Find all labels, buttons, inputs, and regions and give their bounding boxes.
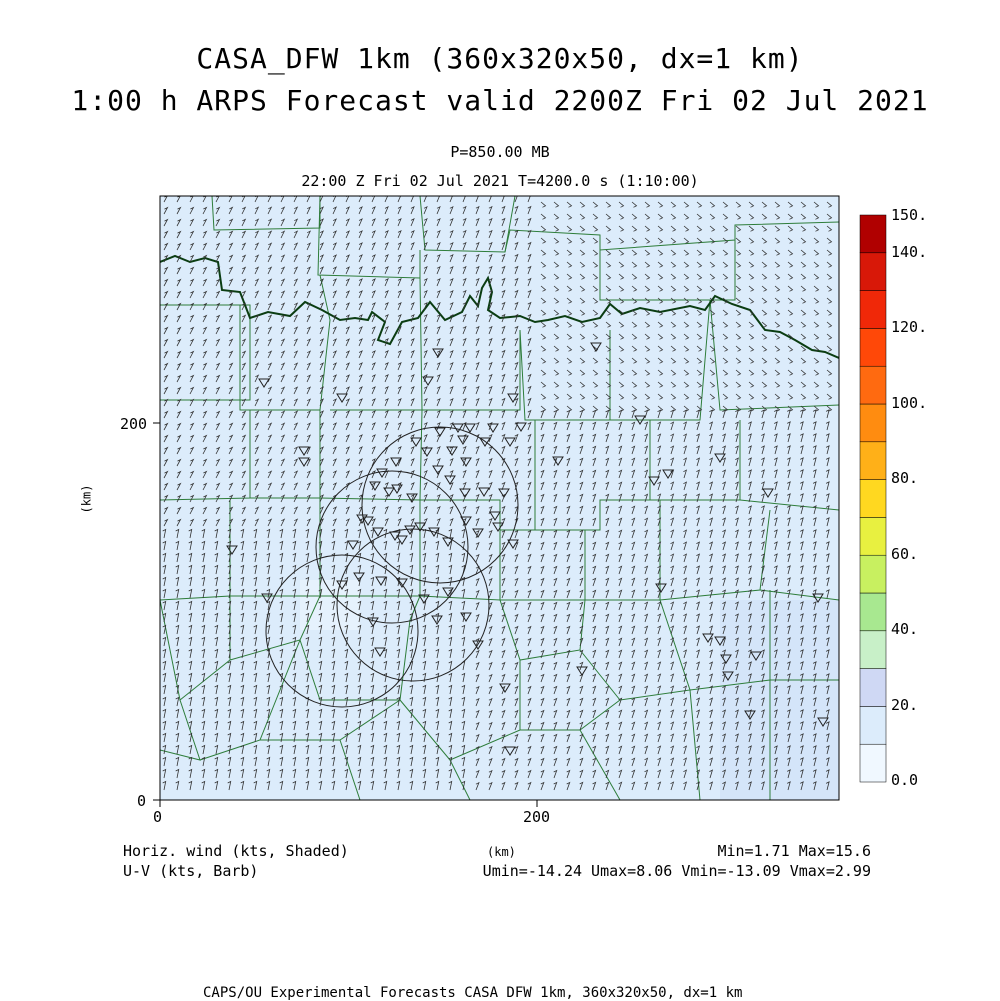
color-scale-swatch — [860, 593, 886, 631]
color-scale — [860, 215, 886, 782]
y-tick-200: 200 — [120, 415, 148, 433]
color-scale-label: 60. — [891, 545, 919, 563]
title-line-2: 1:00 h ARPS Forecast valid 2200Z Fri 02 Jul 2021 — [71, 84, 929, 117]
color-scale-label: 150. — [891, 206, 928, 224]
color-scale-swatch — [860, 744, 886, 782]
color-scale-label: 40. — [891, 620, 919, 638]
valid-time: 22:00 Z Fri 02 Jul 2021 T=4200.0 s (1:10:00) — [301, 172, 699, 190]
color-scale-swatch — [860, 480, 886, 518]
color-scale-swatch — [860, 631, 886, 669]
color-scale-label: 120. — [891, 318, 928, 336]
wind-shading-light — [300, 580, 360, 630]
color-scale-label: 20. — [891, 696, 919, 714]
y-axis-label: (km) — [79, 484, 94, 514]
min-max-stats: Min=1.71 Max=15.6 — [717, 842, 871, 860]
pressure-level: P=850.00 MB — [450, 143, 550, 161]
color-scale-swatch — [860, 706, 886, 744]
x-axis-label: (km) — [487, 845, 516, 859]
x-tick-0: 0 — [153, 808, 163, 826]
color-scale-swatch — [860, 669, 886, 707]
color-scale-swatch — [860, 253, 886, 291]
color-scale-swatch — [860, 328, 886, 366]
color-scale-swatch — [860, 215, 886, 253]
x-tick-200: 200 — [523, 808, 551, 826]
legend-shading: Horiz. wind (kts, Shaded) — [123, 842, 349, 860]
color-scale-label: 140. — [891, 243, 928, 261]
color-scale-swatch — [860, 442, 886, 480]
uv-stats: Umin=-14.24 Umax=8.06 Vmin=-13.09 Vmax=2.99 — [482, 862, 871, 880]
color-scale-swatch — [860, 291, 886, 329]
color-scale-swatch — [860, 404, 886, 442]
color-scale-label: 100. — [891, 394, 928, 412]
color-scale-swatch — [860, 517, 886, 555]
legend-barb: U-V (kts, Barb) — [123, 862, 259, 880]
color-scale-swatch — [860, 555, 886, 593]
color-scale-label: 80. — [891, 469, 919, 487]
title-line-1: CASA_DFW 1km (360x320x50, dx=1 km) — [196, 42, 804, 75]
footer-credit: CAPS/OU Experimental Forecasts CASA DFW 1km, 360x320x50, dx=1 km — [203, 985, 743, 1001]
color-scale-swatch — [860, 366, 886, 404]
color-scale-label: 0.0 — [891, 771, 919, 789]
y-tick-0: 0 — [137, 792, 147, 810]
